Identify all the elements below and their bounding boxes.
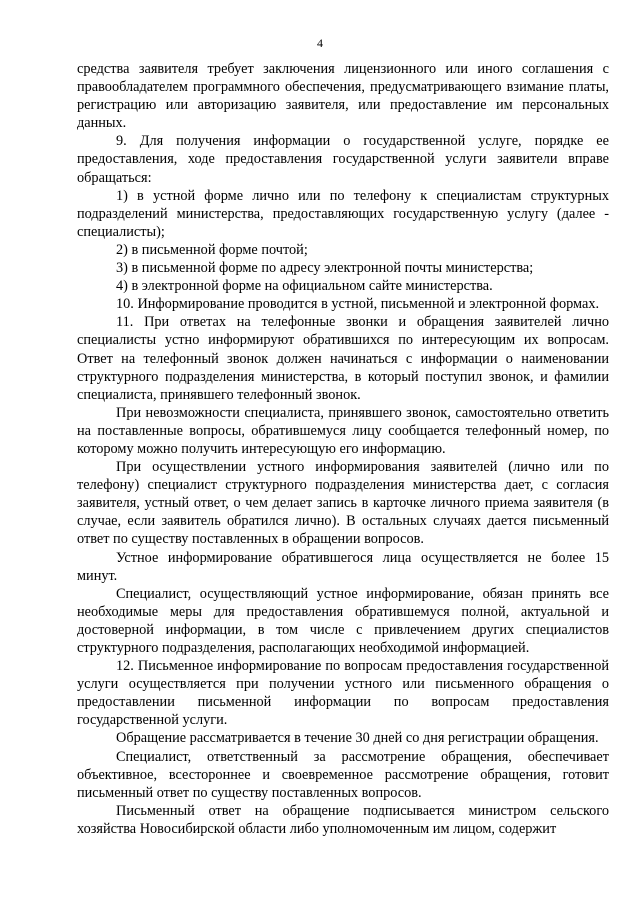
paragraph: Устное информирование обратившегося лица осуществляется не более 15 минут.: [77, 549, 609, 584]
paragraph-item-4: 4) в электронной форме на официальном сайте министерства.: [116, 278, 493, 295]
paragraph-item-2: 2) в письменной форме почтой;: [116, 241, 308, 258]
paragraph-continuation: средства заявителя требует заключения лицензионного или иного соглашения с правообладателем программного обеспечения, предусматривающего взимание платы, регистрацию или авторизацию заявителя, или предоставление им персональных данных.: [77, 61, 609, 132]
paragraph-clause-12: 12. Письменное информирование по вопросам предоставления государственной услуги осуществляется при получении устного или письменного обращения о предоставлении письменной информации по вопросам предоставления государственной услуги.: [77, 658, 609, 729]
paragraph-item-3: 3) в письменной форме по адресу электронной почты министерства;: [116, 260, 534, 277]
paragraph-clause-10: 10. Информирование проводится в устной, письменной и электронной формах.: [116, 296, 600, 313]
paragraph-clause-9: 9. Для получения информации о государственной услуге, порядке ее предоставления, ходе предоставления государственной услуги заявители вправе обращаться:: [77, 133, 609, 186]
paragraph-clause-11: 11. При ответах на телефонные звонки и обращения заявителей лично специалисты устно информируют обратившихся по интересующим их вопросам. Ответ на телефонный звонок должен начинаться с информации о наименовании структурного подразделения министерства, в который поступил звонок, и фамилии специалиста, принявшего телефонный звонок.: [77, 314, 609, 403]
paragraph: Обращение рассматривается в течение 30 дней со дня регистрации обращения.: [116, 730, 599, 747]
paragraph: Письменный ответ на обращение подписывается министром сельского хозяйства Новосибирской области либо уполномоченным им лицом, содержит: [77, 802, 609, 837]
document-body: [77, 60, 609, 838]
paragraph: Специалист, ответственный за рассмотрение обращения, обеспечивает объективное, всестороннее и своевременное рассмотрение обращения, готовит письменный ответ по существу поставленных вопросов.: [77, 748, 609, 801]
paragraph: При невозможности специалиста, принявшего звонок, самостоятельно ответить на поставленные вопросы, обратившемуся лицу сообщается телефонный номер, по которому можно получить интересующую его информацию.: [77, 404, 609, 457]
paragraph-item-1: 1) в устной форме лично или по телефону к специалистам структурных подразделений министерства, предоставляющих государственную услугу (далее - специалисты);: [77, 187, 609, 240]
paragraph: Специалист, осуществляющий устное информирование, обязан принять все необходимые меры для предоставления обратившемуся полной, актуальной и достоверной информации, в том числе с привлечением других специалистов структурного подразделения, располагающих необходимой информацией.: [77, 585, 609, 656]
paragraph: При осуществлении устного информирования заявителей (лично или по телефону) специалист структурного подразделения министерства дает, с согласия заявителя, устный ответ, о чем делает запись в карточке личного приема заявителя (в случае, если заявитель обратился лично). В остальных случаях дается письменный ответ по существу поставленных в обращении вопросов.: [77, 459, 609, 548]
page-number: 4: [317, 36, 323, 50]
